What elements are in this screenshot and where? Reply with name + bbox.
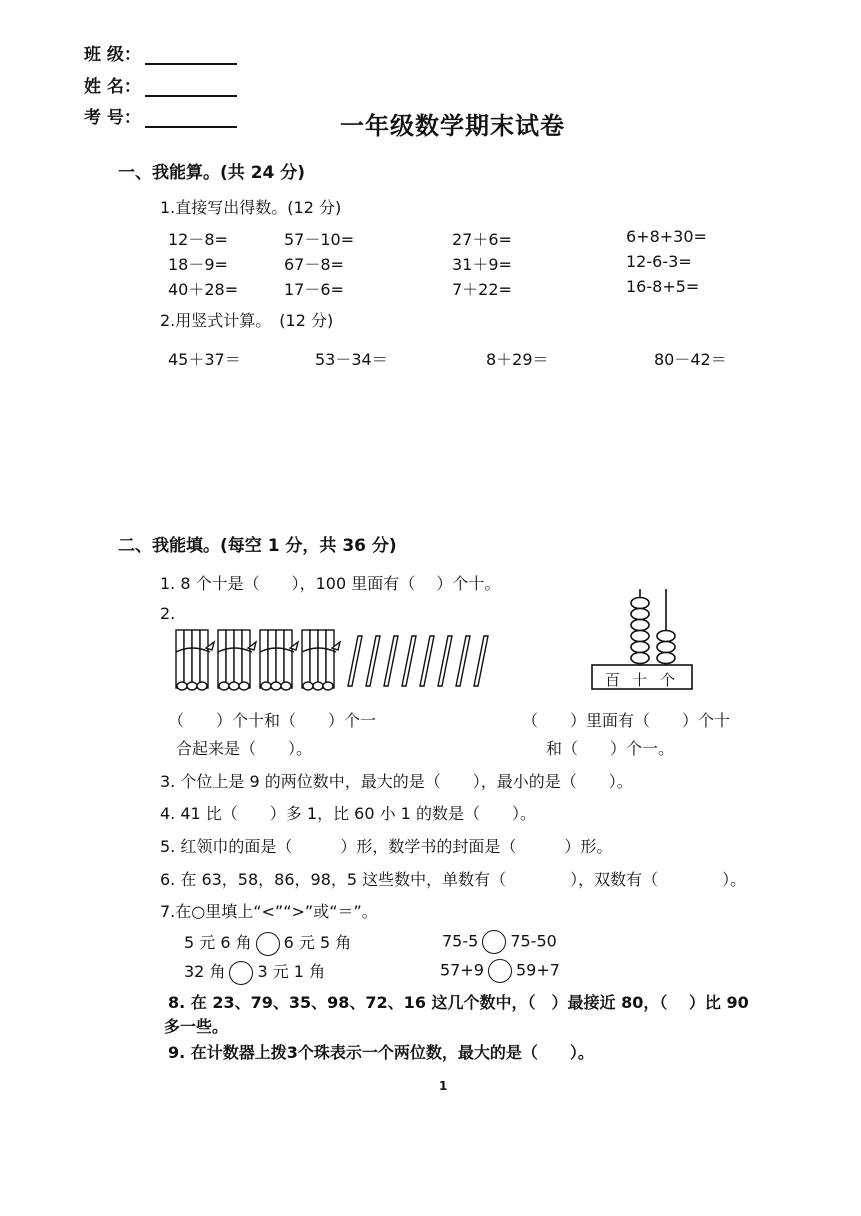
question-3: 3. 个位上是 9 的两位数中，最大的是（ ），最小的是（ ）。 [160,772,633,791]
compare-right: 75-50 [510,931,557,951]
compare-left: 57+9 [440,960,484,980]
abacus-label-tens: 十 [632,671,648,689]
question-2-right-line2: 和（ ）个一。 [546,739,675,758]
name-blank[interactable] [145,93,237,97]
class-blank[interactable] [145,61,237,65]
question-2-left-line2: 合起来是（ ）。 [176,739,313,758]
calc-item: 57－10= [284,230,355,249]
page-number: 1 [439,1079,448,1093]
question-4: 4. 41 比（ ）多 1，比 60 小 1 的数是（ ）。 [160,804,536,823]
calc-item: 7＋22= [452,280,512,299]
name-label: 姓 名： [84,77,141,97]
compare-circle[interactable] [482,930,506,954]
vertical-calc-item: 80－42＝ [654,350,727,369]
compare-item [440,959,560,983]
section1-part2-heading: 2.用竖式计算。 (12 分) [160,311,334,330]
compare-left: 75-5 [442,931,479,951]
page-title: 一年级数学期末试卷 [340,111,565,140]
vertical-calc-item: 8＋29＝ [486,350,549,369]
exam-no-blank[interactable] [145,124,237,128]
compare-left: 5 元 6 角 [184,933,252,952]
section1-part1-heading: 1.直接写出得数。(12 分) [160,198,342,217]
calc-item: 16-8+5= [626,277,700,296]
compare-item [184,930,351,956]
exam-no-label: 考 号： [84,108,141,128]
calc-item: 67－8= [284,255,344,274]
compare-left: 32 角 [184,962,226,981]
calc-item: 12－8= [168,230,228,249]
section2-heading: 二、我能填。(每空 1 分，共 36 分) [118,536,397,556]
single-sticks [348,636,488,686]
vertical-calc-item: 53－34＝ [315,350,388,369]
calc-item: 6+8+30= [626,227,707,246]
question-8-line2: 多一些。 [164,1017,229,1036]
question-5: 5. 红领巾的面是（ ）形，数学书的封面是（ ）形。 [160,837,613,856]
section1-heading: 一、我能算。(共 24 分) [118,163,306,183]
name-field [84,72,237,97]
class-label: 班 级： [84,45,141,65]
calc-item: 17－6= [284,280,344,299]
compare-circle[interactable] [488,959,512,983]
question-2-right-line1: （ ）里面有（ ）个十 [522,711,731,730]
question-2-left-line1: （ ）个十和（ ）个一 [168,711,377,730]
class-field [84,40,237,65]
sticks-illustration [172,622,492,692]
question-1: 1. 8 个十是（ ），100 里面有（ ）个十。 [160,574,501,593]
compare-right: 59+7 [515,960,560,980]
question-9: 9. 在计数器上拨3个珠表示一个两位数，最大的是（ ）。 [168,1043,594,1062]
question-2-label: 2. [160,604,176,623]
compare-circle[interactable] [256,932,280,956]
exam-no-field [84,103,237,128]
question-8-line1: 8. 在 23、79、35、98、72、16 这几个数中，（ ）最接近 80，（ ）比 90 [168,993,749,1012]
compare-right: 6 元 5 角 [283,933,352,952]
question-6: 6. 在 63，58，86，98，5 这些数中，单数有（ ），双数有（ ）。 [160,870,747,889]
vertical-calc-item: 45＋37＝ [168,350,241,369]
compare-item [184,959,325,985]
stick-bundle [176,630,340,690]
abacus-label-hundreds: 百 [605,671,621,689]
calc-item: 40＋28= [168,280,239,299]
calc-item: 12-6-3= [626,252,692,271]
abacus-label-ones: 个 [660,671,676,689]
calc-item: 27＋6= [452,230,512,249]
calc-item: 31＋9= [452,255,512,274]
question-7: 7.在○里填上“<”“>”或“＝”。 [160,902,378,921]
compare-item [442,930,557,954]
calc-item: 18－9= [168,255,228,274]
compare-right: 3 元 1 角 [257,962,326,981]
compare-circle[interactable] [229,961,253,985]
